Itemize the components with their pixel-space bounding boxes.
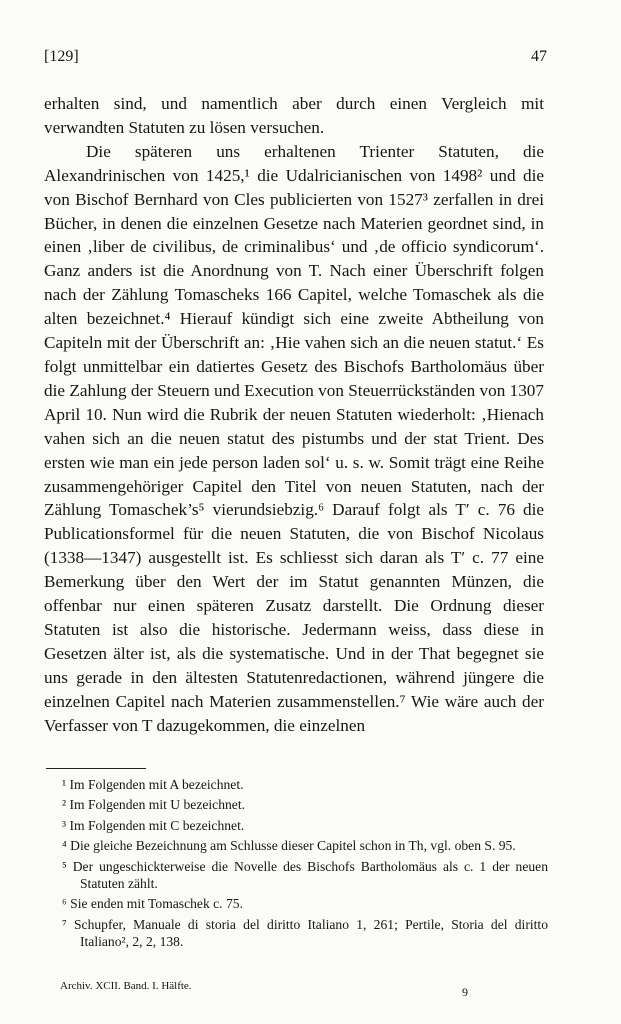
running-header (44, 48, 547, 66)
footnote: ¹ Im Folgenden mit A bezeichnet. (62, 777, 244, 792)
footnotes (62, 776, 548, 954)
section-number: [129] (44, 48, 79, 65)
footnote: ⁵ Der ungeschickterweise die Novelle des Bischofs Bartholomäus als c. 1 der neuen Statuten zählt. (62, 858, 548, 892)
footnote: ⁴ Die gleiche Bezeichnung am Schlusse dieser Capitel schon in Th, vgl. oben S. 95. (62, 838, 516, 854)
paragraph-continuation: erhalten sind, und namentlich aber durch einen Vergleich mit verwandten Statuten zu lösen versuchen. (44, 94, 544, 137)
footnote: ⁶ Sie enden mit Tomaschek c. 75. (62, 896, 243, 912)
footnote: ⁷ Schupfer, Manuale di storia del diritto Italiano 1, 261; Pertile, Storia del diritto Italiano², 2, 2, 138. (62, 916, 548, 950)
signature-line: Archiv. XCII. Band. I. Hälfte. (60, 980, 192, 992)
paragraph: Die späteren uns erhaltenen Trienter Statuten, die Alexandrinischen von 1425,¹ die Udalricianischen von 1498² und die von Bischof Bernhard von Cles publicierten von 1527³ zerfallen in drei Bücher, in denen die einzelnen Gesetze nach Materien geordnet sind, in einen ‚liber de civilibus, de criminalibus‘ und ‚de officio syndicorum‘. Ganz anders ist die Anordnung von T. Nach einer Überschrift folgen nach der Zählung Tomascheks 166 Capitel, welche Tomaschek als die alten bezeichnet.⁴ Hierauf kündigt sich eine zweite Abtheilung von Capiteln mit der Überschrift an: ‚Hie vahen sich an die neuen statut.‘ Es folgt unmittelbar ein datiertes Gesetz des Bischofs Bartholomäus über die Zahlung der Steuern und Execution von Steuerrückständen von 1307 April 10. Nun wird die Rubrik der neuen Statuten wiederholt: ‚Hienach vahen sich an die neuen statut des pistumbs und der stat Trient. Des ersten wie man ein jede person laden sol‘ u. s. w. Somit trägt eine Reihe zusammengehöriger Capitel den Titel von neuen Statuten, nach der Zählung Tomaschek’s⁵ vierundsiebzig.⁶ Darauf folgt als T′ c. 76 die Publicationsformel für die neuen Statuten, die von Bischof Nicolaus (1338—1347) ausgestellt ist. Es schliesst sich daran als T′ c. 77 eine Bemerkung über den Wert der im Statut genannten Münzen, die offenbar nur einen späteren Zusatz darstellt. Die Ordnung dieser Statuten ist also die historische. Jedermann weiss, dass diese in Gesetzen älter ist, als die systematische. Und in der That begegnet sie uns gerade in den ältesten Statutenredactionen, während jüngere die einzelnen Capitel nach Materien zusammenstellen.⁷ Wie wäre auch der Verfasser von T dazugekommen, die einzelnen (44, 141, 544, 735)
footnote: ² Im Folgenden mit U bezeichnet. (62, 797, 246, 813)
sheet-signature: 9 (462, 985, 468, 999)
main-text (44, 92, 544, 737)
page-number: 47 (531, 48, 547, 65)
footnote: ³ Im Folgenden mit C bezeichnet. (62, 817, 245, 833)
footnote-divider (46, 768, 146, 769)
